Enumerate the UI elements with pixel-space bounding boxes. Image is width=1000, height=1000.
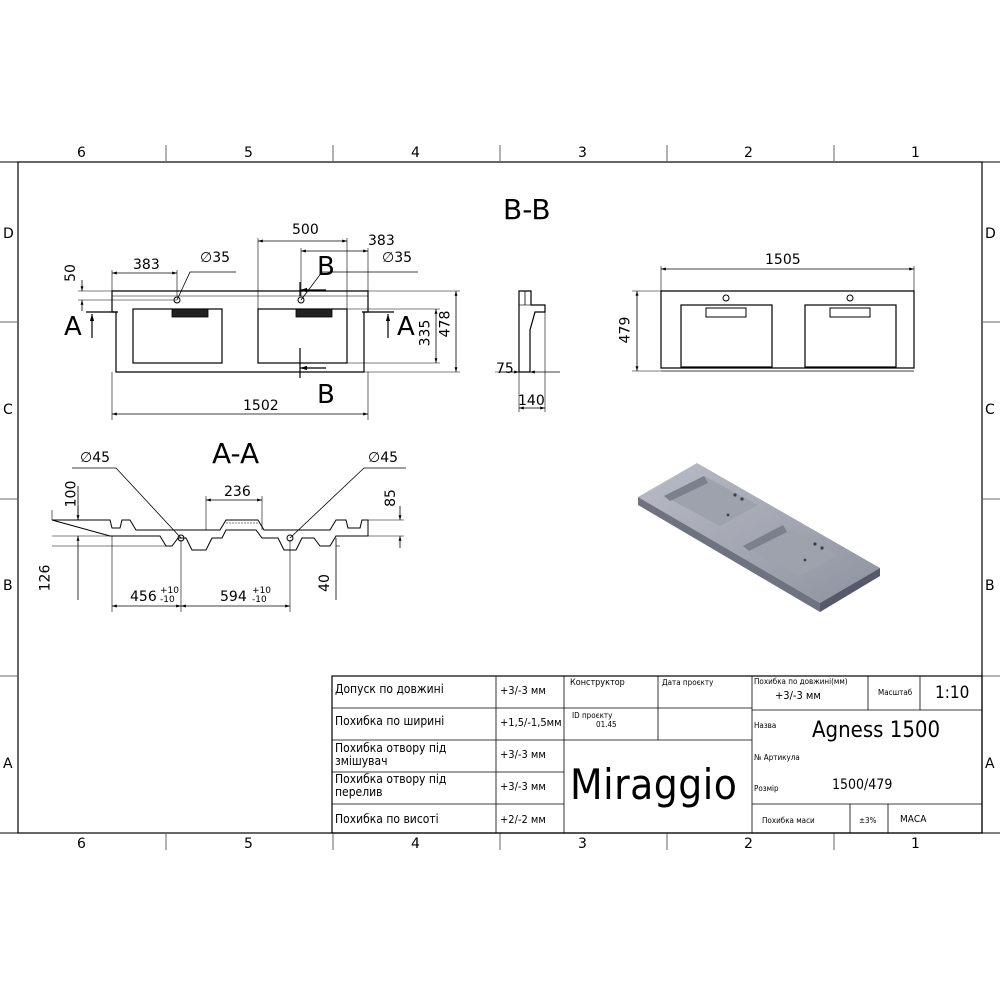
zone-bottom-4: 4: [411, 836, 420, 852]
tb-project-id-value: 01.45: [596, 720, 617, 729]
zone-left-A: A: [3, 756, 13, 772]
tb-article-label: № Артикула: [754, 753, 800, 762]
zone-bottom-5: 5: [244, 836, 253, 852]
tb-size-label: Розмір: [754, 784, 779, 793]
section-bb-title: B-B: [503, 193, 551, 226]
tb-row-3-value: +3/-3 мм: [500, 748, 546, 761]
zone-left-C: C: [3, 402, 13, 418]
brand-name: Miraggio: [570, 760, 738, 809]
dim-383-left: 383: [133, 257, 160, 273]
zone-right-D: D: [985, 226, 996, 242]
zone-top-6: 6: [77, 145, 86, 161]
tb-scale-label: Масштаб: [878, 688, 913, 697]
isometric-render: [638, 463, 880, 612]
tol-456-lower: -10: [160, 595, 175, 605]
zone-top-2: 2: [744, 145, 753, 161]
tb-mass-label: МАСА: [900, 814, 927, 825]
section-b-top: B: [317, 252, 335, 282]
dim-383-right: 383: [368, 233, 395, 249]
zone-top-5: 5: [244, 145, 253, 161]
zone-top-4: 4: [411, 145, 420, 161]
dim-1505: 1505: [765, 252, 801, 268]
dim-456: 456: [130, 589, 157, 605]
dia-45-left: ∅45: [80, 450, 111, 466]
zone-right-A: A: [985, 756, 995, 772]
zone-bottom-3: 3: [578, 836, 587, 852]
tb-row-1-label: Допуск по довжині: [335, 682, 444, 696]
tb-row-5-label: Похибка по висоті: [335, 812, 439, 826]
section-b-bottom: B: [317, 380, 335, 410]
tb-row-5-value: +2/-2 мм: [500, 813, 546, 826]
tb-size-value: 1500/479: [832, 777, 893, 793]
dim-40: 40: [316, 574, 333, 592]
tb-designer-label: Конструктор: [570, 678, 625, 688]
dim-85: 85: [382, 489, 399, 507]
dim-478: 478: [437, 310, 454, 338]
tb-length-tol-label: Похибка по довжині(мм): [754, 677, 848, 686]
zone-bottom-1: 1: [911, 836, 920, 852]
section-a-left: A: [64, 312, 82, 342]
tb-row-3-label: Похибка отвору під змішувач: [335, 741, 447, 768]
tb-name-value: Agness 1500: [812, 718, 941, 743]
dim-100: 100: [63, 480, 80, 508]
dim-50: 50: [62, 264, 79, 282]
dim-236: 236: [224, 484, 251, 500]
dia-45-right: ∅45: [368, 450, 399, 466]
dim-140: 140: [518, 393, 545, 409]
tb-length-tol-value: +3/-3 мм: [775, 689, 821, 702]
zone-left-B: B: [3, 578, 13, 594]
tb-project-id-label: ID проєкту: [572, 711, 613, 720]
zone-top-1: 1: [911, 145, 920, 161]
zone-bottom-2: 2: [744, 836, 753, 852]
dim-479: 479: [617, 316, 634, 344]
tb-date-label: Дата проєкту: [662, 678, 714, 687]
dim-500: 500: [292, 222, 319, 238]
zone-top-3: 3: [578, 145, 587, 161]
tol-594-lower: -10: [252, 595, 267, 605]
tol-456-upper: +10: [160, 586, 179, 596]
tb-row-1-value: +3/-3 мм: [500, 684, 546, 697]
dia-35-left: ∅35: [200, 250, 231, 266]
tb-scale-value: 1:10: [935, 683, 970, 703]
tb-row-4-label: Похибка отвору під перелив: [335, 772, 447, 799]
dim-75: 75: [496, 361, 514, 377]
dim-594: 594: [220, 589, 247, 605]
front-view: [632, 266, 914, 371]
section-a-right: A: [397, 312, 415, 342]
dim-335: 335: [417, 319, 434, 347]
zone-bottom-6: 6: [77, 836, 86, 852]
tb-row-2-label: Похибка по ширині: [335, 714, 445, 728]
dia-35-right: ∅35: [382, 250, 413, 266]
zone-left-D: D: [3, 226, 14, 242]
section-aa-title: A-A: [212, 437, 260, 470]
dim-126: 126: [37, 564, 54, 592]
tol-594-upper: +10: [252, 586, 271, 596]
zone-right-B: B: [985, 578, 995, 594]
drawing-frame: [0, 145, 1000, 850]
dim-1502: 1502: [243, 398, 279, 414]
tb-row-2-value: +1,5/-1,5мм: [500, 716, 562, 729]
tb-mass-tol-label: Похибка маси: [762, 816, 815, 825]
tb-name-label: Назва: [754, 721, 777, 730]
zone-right-C: C: [985, 402, 995, 418]
tb-mass-tol-value: ±3%: [859, 816, 877, 825]
tb-row-4-value: +3/-3 мм: [500, 780, 546, 793]
